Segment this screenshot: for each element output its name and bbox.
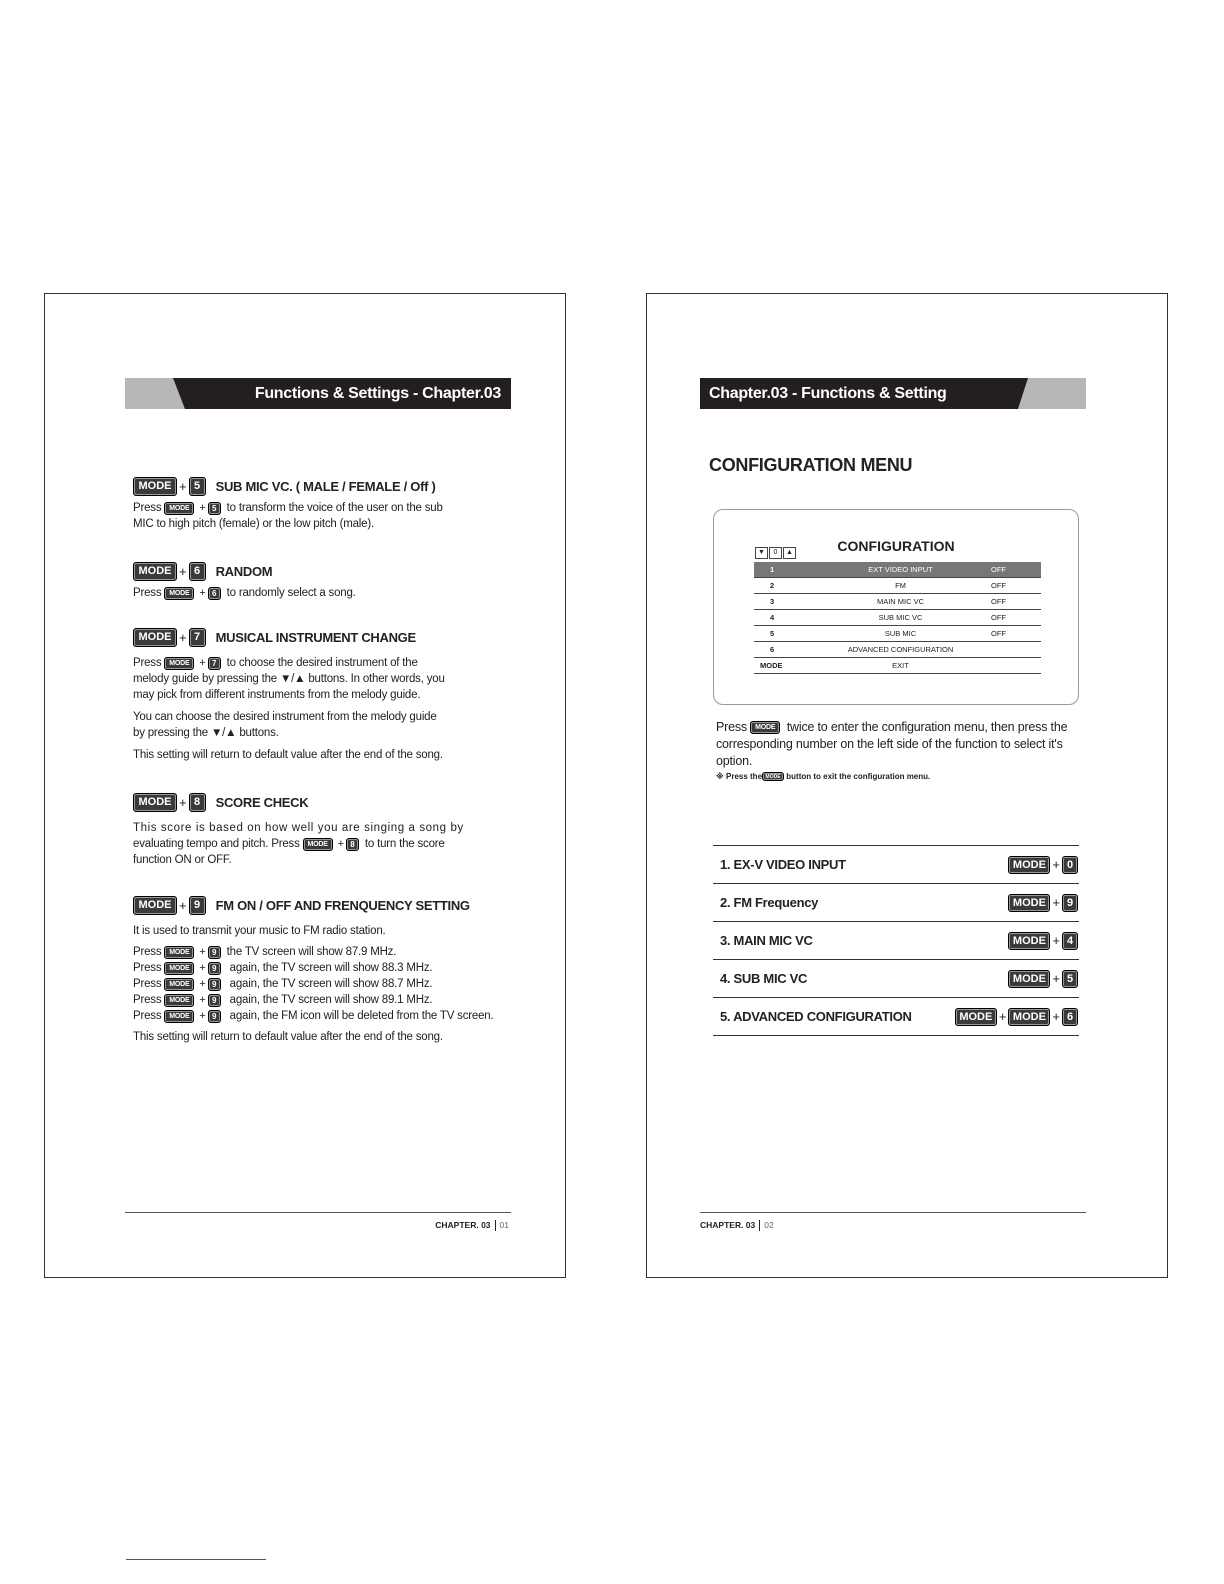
section-score-check: MODE + 8 SCORE CHECK This score is based on how well you are singing a song by evaluating tempo and pitch. Press MODE + 8 to turn the score function ON or OFF. <box>133 794 464 866</box>
section-title: MUSICAL INSTRUMENT CHANGE <box>215 629 416 645</box>
section-title: RANDOM <box>215 563 273 579</box>
page-footer: CHAPTER. 03 02 <box>700 1220 774 1230</box>
up-arrow-icon: ▲ <box>783 547 796 559</box>
section-title: SUB MIC VC. ( MALE / FEMALE / Off ) <box>215 478 436 494</box>
config-description: Press MODE twice to enter the configuration menu, then press the corresponding number on the left side of the function to select it's option. <box>716 720 1068 768</box>
section-fm: MODE + 9 FM ON / OFF AND FRENQUENCY SETTING It is used to transmit your music to FM radio station. Press MODE + 9 the TV screen will show 87.9 MHz. Press MODE + 9 again, the TV screen will show 88.3 MHz. Press MODE + 9 again, the TV screen will show 88.7 MHz. Press MODE + 9 again, the TV screen will show 89.1 MHz. Press MODE + 9 again, the FM icon will be deleted from the TV screen. This setting will return to default value after the end of the song. <box>133 897 494 1043</box>
mode-key: MODE <box>133 793 177 812</box>
footer-rule <box>125 1212 511 1213</box>
shortcut-list <box>713 845 1079 1036</box>
screen-title: CONFIGURATION <box>837 538 955 554</box>
left-page <box>44 293 566 1278</box>
list-item: 3. MAIN MIC VC MODE + 4 <box>713 922 1079 960</box>
config-table <box>754 562 1041 674</box>
list-item: 2. FM Frequency MODE + 9 <box>713 884 1079 922</box>
list-item: 1. EX-V VIDEO INPUT MODE + 0 <box>713 846 1079 884</box>
config-note: ※ Press the MODE button to exit the configuration menu. <box>716 772 931 781</box>
list-item: 4. SUB MIC VC MODE + 5 <box>713 960 1079 998</box>
section-title: FM ON / OFF AND FRENQUENCY SETTING <box>215 897 470 913</box>
list-item: 5. ADVANCED CONFIGURATION MODE + MODE + 6 <box>713 998 1079 1036</box>
number-key: 8 <box>189 793 206 812</box>
page-footer: CHAPTER. 03 01 <box>435 1220 509 1230</box>
mode-key: MODE <box>133 562 177 581</box>
table-row: 4 SUB MIC VC OFF <box>754 610 1041 626</box>
table-row: 5 SUB MIC OFF <box>754 626 1041 642</box>
number-key: 5 <box>189 477 206 496</box>
table-row: MODE EXIT <box>754 658 1041 674</box>
section-random: MODE + 6 RANDOM Press MODE + 6 to randomly select a song. <box>133 563 356 600</box>
number-key: 9 <box>189 896 206 915</box>
number-key: 7 <box>189 628 206 647</box>
mode-key: MODE <box>133 628 177 647</box>
section-sub-mic-vc: MODE + 5 SUB MIC VC. ( MALE / FEMALE / Off ) Press MODE + 5 to transform the voice of the user on the sub MIC to high pitch (female) or the low pitch (male). <box>133 478 443 530</box>
header-title: Chapter.03 - Functions & Setting <box>709 385 947 402</box>
chapter-header <box>125 378 511 409</box>
chapter-header <box>700 378 1086 409</box>
number-display: 0 <box>769 547 782 559</box>
table-row: 1 EXT VIDEO INPUT OFF <box>754 562 1041 578</box>
table-row: 3 MAIN MIC VC OFF <box>754 594 1041 610</box>
mode-key: MODE <box>133 477 177 496</box>
number-key: 6 <box>189 562 206 581</box>
header-title: Functions & Settings - Chapter.03 <box>254 385 501 402</box>
section-musical-instrument: MODE + 7 MUSICAL INSTRUMENT CHANGE Press MODE + 7 to choose the desired instrument of the melody guide by pressing the ▼/▲ buttons. In other words, you may pick from different instruments from the melody guide. You can choose the desired instrument from the melody guide by pressing the ▼/▲ buttons. This setting will return to default value after the end of the song. <box>133 629 445 761</box>
configuration-screen <box>713 509 1079 705</box>
page-title: CONFIGURATION MENU <box>709 455 913 475</box>
right-page <box>646 293 1168 1278</box>
bottom-rule <box>126 1559 266 1560</box>
down-arrow-icon: ▼ <box>755 547 768 559</box>
table-row: 6 ADVANCED CONFIGURATION <box>754 642 1041 658</box>
section-title: SCORE CHECK <box>215 794 309 810</box>
table-row: 2 FM OFF <box>754 578 1041 594</box>
footer-rule <box>700 1212 1086 1213</box>
mode-key: MODE <box>133 896 177 915</box>
